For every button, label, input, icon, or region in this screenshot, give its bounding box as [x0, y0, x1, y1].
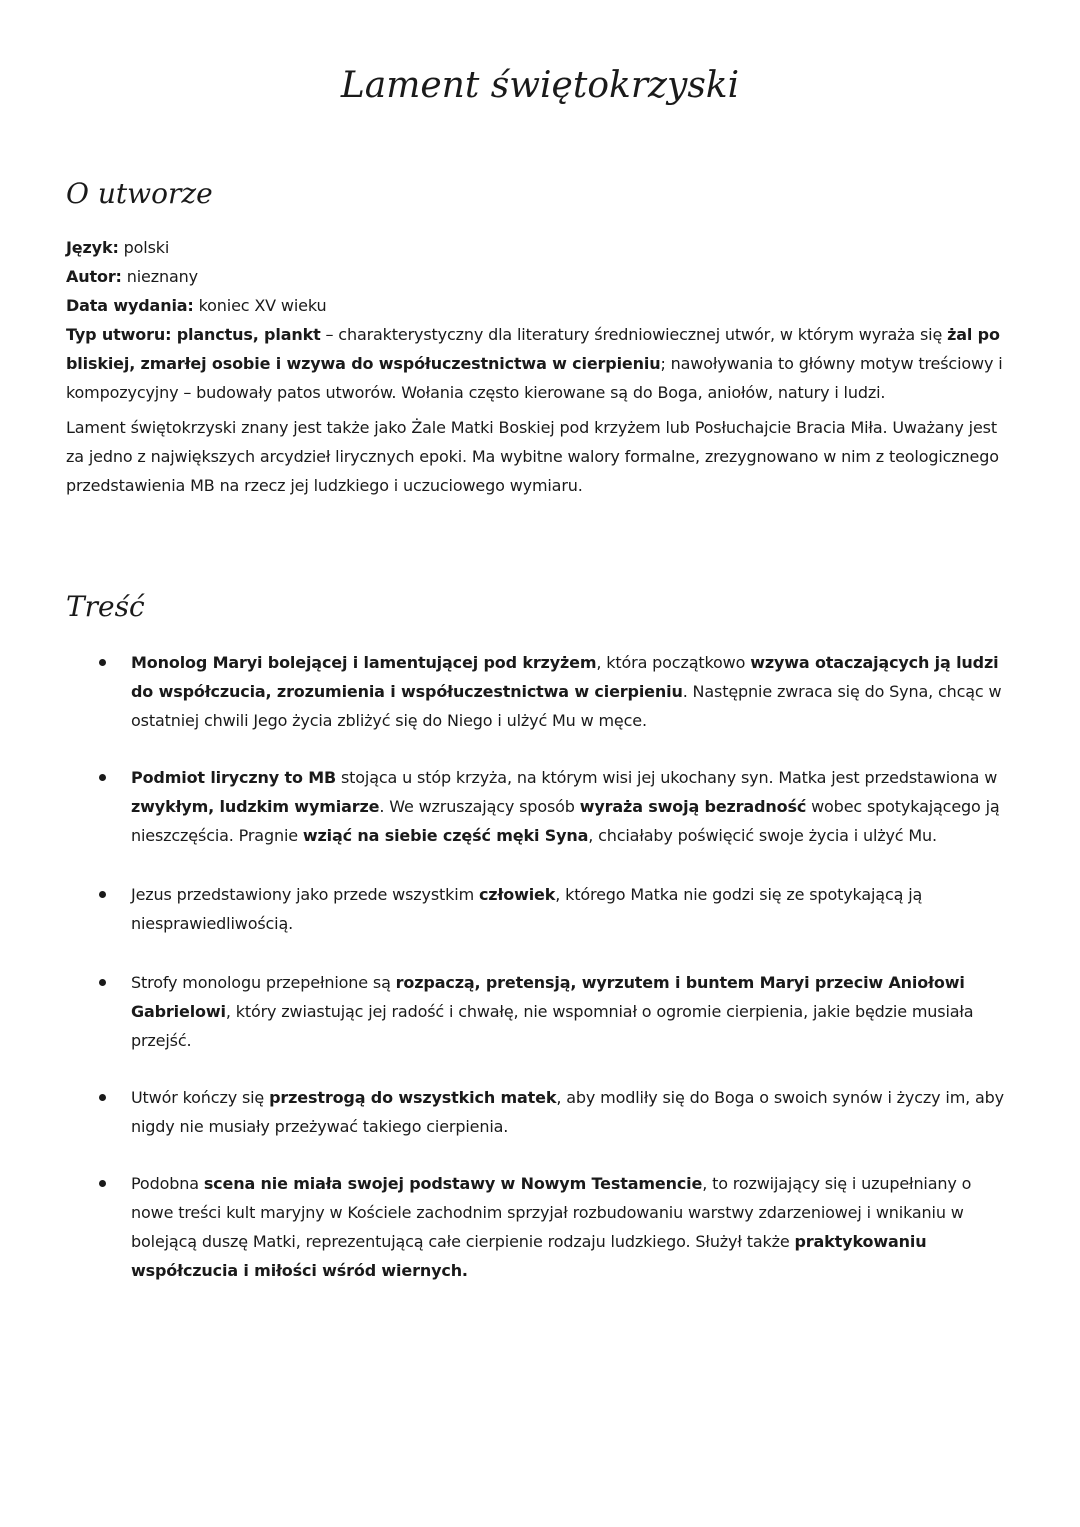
bullet-item	[66, 968, 1012, 1055]
author-label: Autor:	[66, 267, 122, 286]
bullet-text: . We wzruszający sposób	[379, 797, 580, 816]
bullet-bold: człowiek	[478, 885, 556, 904]
bullet-text: , aby modliły się do Boga o swoich synów i życzy im, aby nigdy nie musiały przeżywać takiego cierpienia.	[131, 1088, 1004, 1136]
bullet-text: Utwór kończy się	[131, 1088, 270, 1107]
bullet-item	[66, 1169, 1012, 1285]
date-value: koniec XV wieku	[198, 296, 327, 315]
bullet-bold: scena nie miała swojej podstawy w Nowym Testamencie	[203, 1174, 703, 1193]
document-title: Lament świętokrzyski	[340, 65, 740, 106]
date-line	[66, 291, 1012, 320]
bullet-text: , która początkowo	[596, 653, 751, 672]
about-section	[66, 233, 1012, 500]
type-text-1: – charakterystyczny dla literatury średniowiecznej utwór, w którym wyraża się	[320, 325, 948, 344]
bullet-point-icon	[99, 1180, 106, 1187]
author-line	[66, 262, 1012, 291]
bullet-point-icon	[99, 1094, 106, 1101]
bullet-text: Strofy monologu przepełnione są	[131, 973, 396, 992]
bullet-text: stojąca u stóp krzyża, na którym wisi jej ukochany syn. Matka jest przedstawiona w	[336, 768, 998, 787]
bullet-item	[66, 763, 1012, 850]
type-label: Typ utworu: planctus, plankt	[66, 325, 321, 344]
bullet-bold: zwykłym, ludzkim wymiarze	[131, 797, 380, 816]
type-bold-1: żal po bliskiej, zmarłej osobie i wzywa do współuczestnictwa w cierpieniu	[66, 325, 1000, 373]
language-line	[66, 233, 1012, 262]
bullet-bold: przestrogą do wszystkich matek	[269, 1088, 557, 1107]
bullet-point-icon	[99, 979, 106, 986]
bullet-item	[66, 1083, 1012, 1141]
author-value: nieznany	[126, 267, 198, 286]
bullet-point-icon	[99, 659, 106, 666]
type-paragraph	[66, 320, 1012, 407]
bullet-point-icon	[99, 891, 106, 898]
bullet-item	[66, 880, 1012, 938]
bullet-bold: Monolog Maryi bolejącej i lamentującej pod krzyżem	[131, 653, 597, 672]
bullet-bold: wzywa otaczających ją ludzi do współczucia, zrozumienia i współuczestnictwa w cierpieniu	[131, 653, 999, 701]
bullet-point-icon	[99, 774, 106, 781]
bullet-bold: rozpaczą, pretensją, wyrzutem i buntem Maryi przeciw Aniołowi Gabrielowi	[131, 973, 965, 1021]
bullet-text: , którego Matka nie godzi się ze spotykającą ją niesprawiedliwością.	[131, 885, 923, 933]
description-paragraph: Lament świętokrzyski znany jest także jako Żale Matki Boskiej pod krzyżem lub Posłuchajcie Bracia Miła. Uważany jest za jedno z największych arcydzieł lirycznych epoki. Ma wybitne walory formalne, zrezygnowano w nim z teologicznego przedstawienia MB na rzecz jej ludzkiego i uczuciowego wymiaru.	[66, 418, 999, 495]
bullet-text: , to rozwijający się i uzupełniany o nowe treści kult maryjny w Kościele zachodnim sprzyjał rozbudowaniu warstwy zdarzeniowej i wnikaniu w bolejącą duszę Matki, reprezentującą całe cierpienie rodzaju ludzkiego. Służył także	[131, 1174, 972, 1251]
bullet-bold: praktykowaniu współczucia i miłości wśród wiernych.	[131, 1232, 927, 1280]
bullet-text: wobec spotykającego ją nieszczęścia. Pragnie	[131, 797, 1000, 845]
bullet-text: , który zwiastując jej radość i chwałę, nie wspomniał o ogromie cierpienia, jakie będzie musiała przejść.	[131, 1002, 974, 1050]
bullet-text: Jezus przedstawiony jako przede wszystkim	[131, 885, 479, 904]
language-value: polski	[123, 238, 170, 257]
bullet-bold: wziąć na siebie część męki Syna	[302, 826, 589, 845]
section-heading-content: Treść	[66, 590, 145, 623]
section-heading-about: O utworze	[66, 177, 213, 210]
bullet-item	[66, 648, 1012, 735]
bullet-bold: wyraża swoją bezradność	[579, 797, 807, 816]
language-label: Język:	[66, 238, 119, 257]
content-bullet-list	[66, 648, 1012, 1313]
bullet-text: Podobna	[131, 1174, 204, 1193]
bullet-bold: Podmiot liryczny to MB	[131, 768, 337, 787]
bullet-text: . Następnie zwraca się do Syna, chcąc w ostatniej chwili Jego życia zbliżyć się do Niego i ulżyć Mu w męce.	[131, 682, 1002, 730]
date-label: Data wydania:	[66, 296, 194, 315]
bullet-text: , chciałaby poświęcić swoje życia i ulżyć Mu.	[588, 826, 937, 845]
type-text-2: ; nawoływania to główny motyw treściowy i kompozycyjny – budowały patos utworów. Wołania często kierowane są do Boga, aniołów, natury i ludzi.	[66, 354, 1003, 402]
